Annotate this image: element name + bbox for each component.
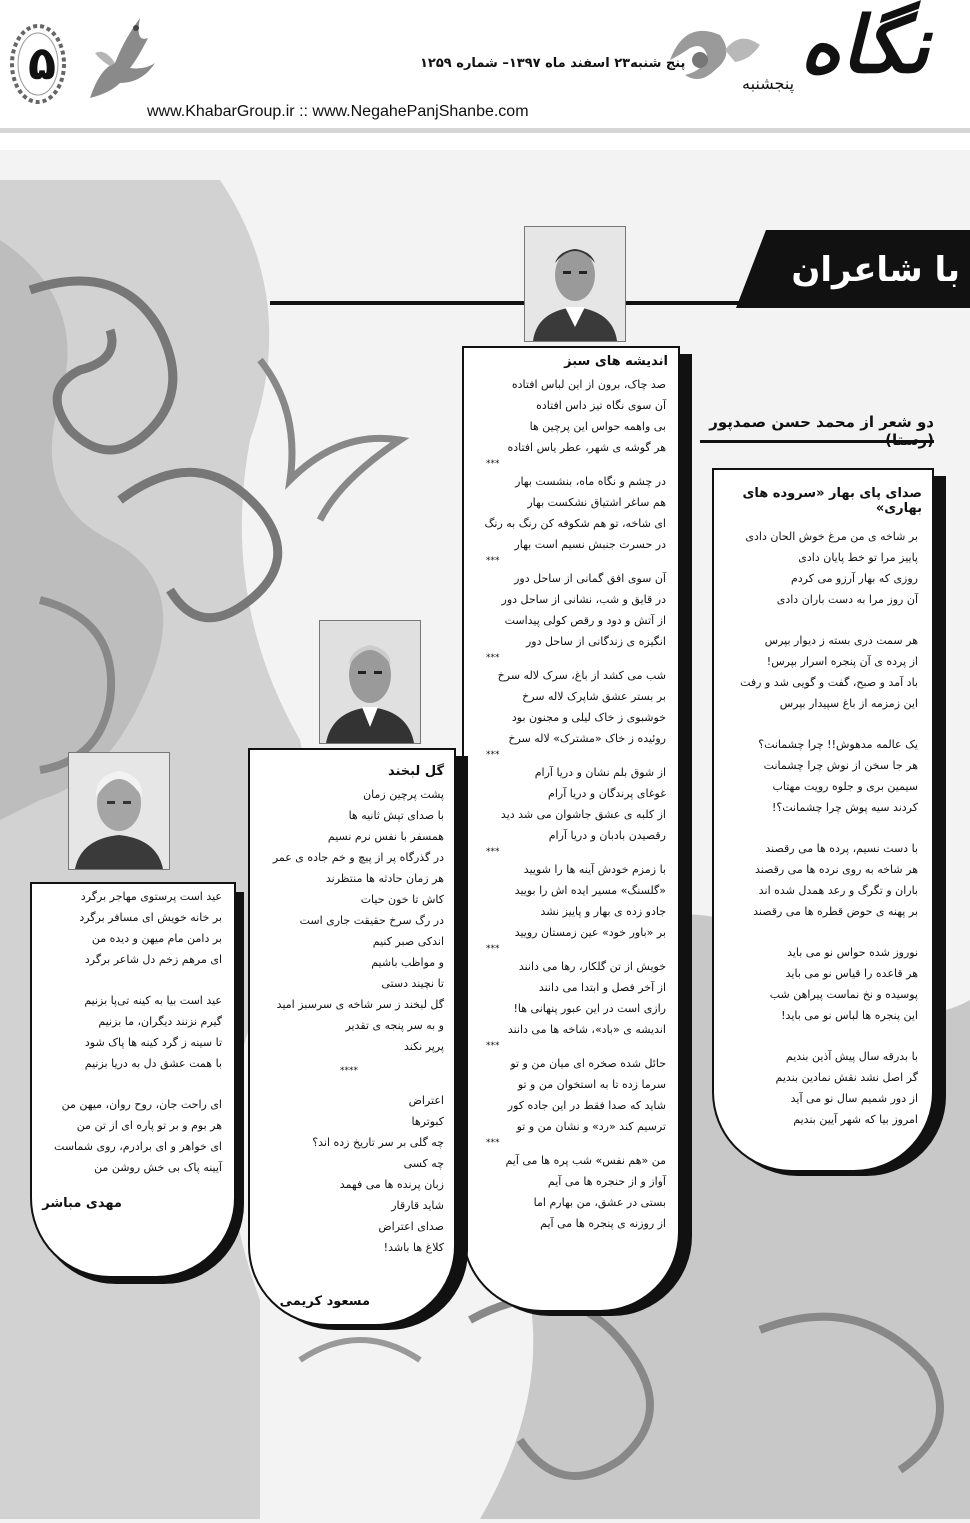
verse-line: آن روز مرا به دست باران دادی xyxy=(776,593,918,606)
verse-line: گیرم نزنند دیگران، ما بزنیم xyxy=(98,1015,222,1028)
stanza-separator: *** xyxy=(486,944,500,954)
poet-photo-rasta xyxy=(524,226,626,342)
verse-line: هر بوم و بر تو پاره ای از تن من xyxy=(76,1119,222,1132)
website-links[interactable]: www.KhabarGroup.ir :: www.NegahePanjShanbe.com xyxy=(147,103,529,120)
stanza-gap xyxy=(254,1078,444,1090)
stanza-separator: **** xyxy=(340,1066,358,1076)
verse-line: بستی در عشق، من بهارم اما xyxy=(533,1196,666,1209)
verse-line: در حسرت جنبش نسیم است بهار xyxy=(514,538,666,551)
verse-line: گر اصل نشد نقش نمادین بندیم xyxy=(775,1071,918,1084)
verse-line: من «هم نفس» شب پره ها می آیم xyxy=(505,1154,666,1167)
rasta-poem2-column xyxy=(462,346,680,1312)
verse-line: در چشم و نگاه ماه، بنشست بهار xyxy=(515,475,666,488)
verse-line: پشت پرچین زمان xyxy=(363,788,444,801)
verse-line: پاییز مرا تو خط پایان دادی xyxy=(798,551,918,564)
verse-line: این پنجره ها لباس نو می باید! xyxy=(781,1009,918,1022)
verse-line: آواز و از حنجره ها می آیم xyxy=(547,1175,666,1188)
verse-line: خویش از تن گلکار، رها می دانند xyxy=(518,960,666,973)
verse-line: رازی است در این عبور پنهانی ها! xyxy=(513,1002,666,1015)
mobasher-column xyxy=(30,882,236,1278)
verse-line: در گذرگاه پر از پیچ و خم جاده ی عمر xyxy=(272,851,444,864)
verse-line: از آخر فصل و ابتدا می دانند xyxy=(538,981,666,994)
verse-line: چه کسی xyxy=(403,1157,444,1170)
verse-line: این زمزمه از باغ سپیدار بپرس xyxy=(779,697,918,710)
verse-line: با همت عشق دل به دریا بزنیم xyxy=(84,1057,222,1070)
verse-line: هر گوشه ی شهر، عطر یاس افتاده xyxy=(507,441,666,454)
verse-line: با دست نسیم، پرده ها می رقصند xyxy=(765,842,918,855)
verse-line: همسفر با نفس نرم نسیم xyxy=(327,830,444,843)
verse-line: و به سر پنجه ی تقدیر xyxy=(345,1019,444,1032)
verse-line: ای شاخه، تو هم شکوفه کن رنگ به رنگ xyxy=(484,517,666,530)
verse-line: باران و تگرگ و رعد همدل شده اند xyxy=(758,884,918,897)
rasta-subtitle: دو شعر از محمد حسن صمدپور xyxy=(709,413,934,431)
verse-line: غوغای پرندگان و دریا آرام xyxy=(548,787,666,800)
verse-line: شاید که صدا فقط در این جاده کور xyxy=(507,1099,666,1112)
verse-line: کلاغ ها باشد! xyxy=(383,1241,444,1254)
phoenix-emblem-icon xyxy=(70,8,160,108)
stanza-gap xyxy=(718,818,918,838)
verse-line: گل لبخند ز سر شاخه ی سرسبز امید xyxy=(276,998,444,1011)
verse-line: سرما زده تا به استخوان من و تو xyxy=(517,1078,666,1091)
stanza-gap xyxy=(254,1057,444,1065)
stanza-gap xyxy=(718,1026,918,1046)
stanza-gap xyxy=(36,1074,222,1094)
verse-line: از آتش و دود و رقص کولی پیداست xyxy=(504,614,666,627)
verse-line: جادو زده ی بهار و پاییز نشد xyxy=(540,905,666,918)
verse-line: روئیده ز خاک «مشترک» لاله سرخ xyxy=(508,732,666,745)
verse-line: سیمین بری و جلوه رویت مهتاب xyxy=(772,780,918,793)
verse-line: زبان پرنده ها می فهمد xyxy=(339,1178,444,1191)
verse-line: بر خانه خویش ای مسافر برگرد xyxy=(79,911,222,924)
header-divider xyxy=(0,128,970,133)
verse-line: ای خواهر و ای برادرم، روی شماست xyxy=(54,1140,222,1153)
stanza-separator: *** xyxy=(486,1138,500,1148)
stanza-separator: *** xyxy=(486,556,500,566)
verse-line: بر دامن مام میهن و دیده من xyxy=(91,932,222,945)
poem-title: صدای پای بهار «سروده های بهاری» xyxy=(742,486,922,516)
stanza-gap xyxy=(36,970,222,990)
verse-line: چه گلی بر سر تاریخ زده اند؟ xyxy=(312,1136,444,1149)
stanza-separator: *** xyxy=(486,847,500,857)
verse-line: هر شاخه به روی نرده ها می رقصند xyxy=(754,863,918,876)
verse-line: تا سینه ز گرد کینه ها پاک شود xyxy=(84,1036,222,1049)
verse-line: امروز بیا که شهر آیین بندیم xyxy=(793,1113,918,1126)
verse-line: حائل شده صخره ای میان من و تو xyxy=(510,1057,666,1070)
verse-line: نوروز شده حواس نو می باید xyxy=(787,946,918,959)
stanza-separator: *** xyxy=(486,1041,500,1051)
poem-body xyxy=(36,886,222,1178)
verse-line: بر بستر عشق شاپرک لاله سرخ xyxy=(522,690,666,703)
verse-line: انگیزه ی زندگانی از ساحل دور xyxy=(526,635,666,648)
poem-title: اندیشه های سبز xyxy=(564,354,668,369)
verse-line: هر قاعده را قیاس نو می باید xyxy=(785,967,918,980)
verse-line: در رگ سرخ حقیقت جاری است xyxy=(299,914,444,927)
verse-line: از روزنه ی پنجره ها می آیم xyxy=(540,1217,666,1230)
verse-line: یک عالمه مدهوش!! چرا چشمانت؟ xyxy=(758,738,918,751)
karimi-column xyxy=(248,748,456,1326)
verse-line: آیینه پاک بی خش روشن من xyxy=(94,1161,222,1174)
verse-line: پوسیده و نخ نماست پیراهن شب xyxy=(769,988,918,1001)
poet-photo-mobasher xyxy=(68,752,170,870)
poet-name: مسعود کریمی xyxy=(279,1294,370,1309)
issue-date-line: پنج شنبه۲۳ اسفند ماه ۱۳۹۷– شماره ۱۲۵۹ xyxy=(420,56,686,71)
verse-line: در قایق و شب، نشانی از ساحل دور xyxy=(501,593,666,606)
stanza-separator: *** xyxy=(486,653,500,663)
verse-line: و مواظب باشیم xyxy=(371,956,444,969)
verse-line: کبوترها xyxy=(411,1115,444,1128)
verse-line: شاید قارقار xyxy=(391,1199,444,1212)
stanza-gap xyxy=(718,610,918,630)
verse-line: بی واهمه حواس این پرچین ها xyxy=(529,420,666,433)
section-title: با شاعران xyxy=(791,250,960,290)
verse-line: تا نچیند دستی xyxy=(381,977,444,990)
verse-line: با صدای تپش ثانیه ها xyxy=(348,809,444,822)
poet-photo-karimi xyxy=(319,620,421,744)
verse-line: بر پهنه ی حوض قطره ها می رقصند xyxy=(753,905,918,918)
verse-line: با زمزم خودش آینه ها را شویید xyxy=(523,863,666,876)
subtitle-underline xyxy=(700,440,934,443)
poem-body xyxy=(468,374,666,1234)
verse-line: هر سمت دری بسته ز دیوار بپرس xyxy=(764,634,918,647)
verse-line: هر جا سخن از نوش چرا چشمانت xyxy=(763,759,918,772)
stanza-gap xyxy=(718,922,918,942)
verse-line: باد آمد و صبح، گفت و گویی شد و رفت xyxy=(740,676,918,689)
page-number: ۵ xyxy=(28,36,57,90)
poem-title: گل لبخند xyxy=(387,764,444,779)
verse-line: صدای اعتراض xyxy=(378,1220,444,1233)
verse-line: ترسیم کند «رد» و نشان من و تو xyxy=(516,1120,666,1133)
verse-line: کردند سیه پوش چرا چشمانت؟! xyxy=(772,801,918,814)
poem-body xyxy=(254,784,444,1258)
verse-line: «گلسنگ» مسیر ایده اش را بویید xyxy=(514,884,666,897)
verse-line: کاش تا خون حیات xyxy=(360,893,444,906)
stanza-separator: *** xyxy=(486,750,500,760)
logo-title: نگاه xyxy=(800,0,930,91)
stanza-gap xyxy=(718,714,918,734)
stanza-separator: *** xyxy=(486,459,500,469)
verse-line: با بدرقه سال پیش آذین بندیم xyxy=(785,1050,918,1063)
verse-line: پرپر نکند xyxy=(404,1040,444,1053)
verse-line: هم ساغر اشتیاق نشکست بهار xyxy=(527,496,666,509)
verse-line: خوشبوی ز خاک لیلی و مجنون بود xyxy=(511,711,666,724)
verse-line: از دور شمیم سال نو می آید xyxy=(790,1092,918,1105)
verse-line: شب می کشد از باغ، سرک لاله سرخ xyxy=(497,669,666,682)
verse-line: اندیشه ی «باد»، شاخه ها می دانند xyxy=(507,1023,666,1036)
verse-line: ای راحت جان، روح روان، میهن من xyxy=(61,1098,222,1111)
verse-line: روزی که بهار آرزو می کردم xyxy=(790,572,918,585)
verse-line: آن سوی نگاه تیز داس افتاده xyxy=(536,399,666,412)
verse-line: عید است پرستوی مهاجر برگرد xyxy=(80,890,222,903)
rasta-poem1-column xyxy=(712,468,934,1172)
verse-line: بر «باور خود» عین زمستان رویید xyxy=(514,926,666,939)
verse-line: صد چاک، برون از این لباس افتاده xyxy=(511,378,666,391)
verse-line: اعتراض xyxy=(408,1094,444,1107)
verse-line: آن سوی افق گمانی از ساحل دور xyxy=(514,572,666,585)
verse-line: هر زمان حادثه ها منتظرند xyxy=(325,872,444,885)
verse-line: بر شاخه ی من مرغ خوش الحان دادی xyxy=(745,530,918,543)
verse-line: از پرده ی آن پنجره اسرار بپرس! xyxy=(766,655,918,668)
poem-body xyxy=(718,526,918,1130)
verse-line: رقصیدن بادبان و دریا آرام xyxy=(548,829,666,842)
logo-subtitle: پنجشنبه xyxy=(742,74,795,93)
page-header xyxy=(0,0,970,150)
poet-name: مهدی مباشر xyxy=(42,1196,122,1211)
verse-line: عید است بیا به کینه تی‌پا بزنیم xyxy=(84,994,222,1007)
verse-line: ای مرهم زخم دل شاعر برگرد xyxy=(84,953,222,966)
verse-line: از شوق بلم نشان و دریا آرام xyxy=(534,766,666,779)
verse-line: از کلبه ی عشق جاشوان می شد دید xyxy=(500,808,666,821)
verse-line: اندکی صبر کنیم xyxy=(372,935,444,948)
section-rule xyxy=(270,301,750,305)
